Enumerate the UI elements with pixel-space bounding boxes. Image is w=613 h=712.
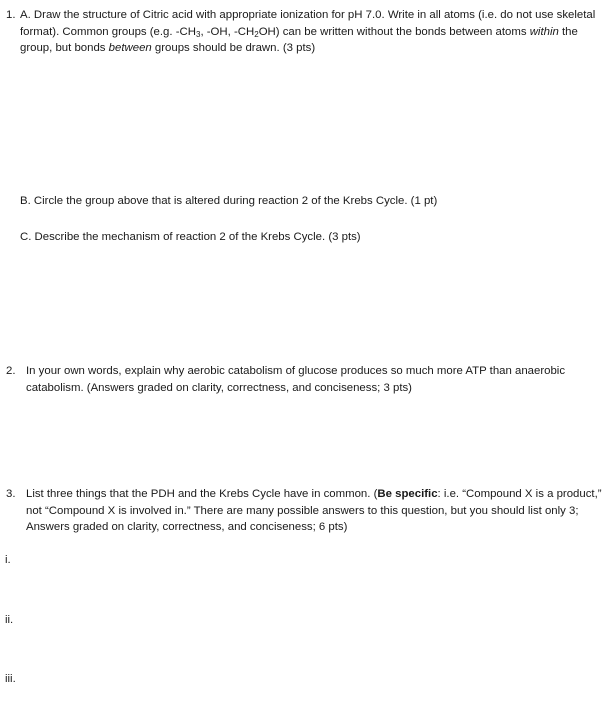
question-1-part-b: B. Circle the group above that is altered during reaction 2 of the Krebs Cycle. (1 pt) <box>20 195 438 207</box>
answer-label-ii: ii. <box>5 614 14 626</box>
emphasis-between: between <box>108 42 152 54</box>
question-1-a-text: A. Draw the structure of Citric acid with appropriate ionization for pH 7.0. Write in all atoms (i.e. do not use skeletal format). Common groups (e.g. $-CH_3$, -OH, $-CH_2OH$) can be written without the bonds between atoms within the group, but bonds between groups should be drawn. (3 pts) <box>20 9 596 54</box>
question-3-number: 3. <box>6 488 16 500</box>
answer-label-iii: iii. <box>5 673 16 685</box>
emphasis-within: within <box>529 25 559 38</box>
question-2 <box>6 363 586 396</box>
question-1-number: 1. <box>6 9 16 21</box>
question-3-text: List three things that the PDH and the Krebs Cycle have in common. (Be specific: i.e. “Compound X is a product,” not “Compound X is involved in.” There are many possible answers to this question, but you should list only 3; Answers graded on clarity, correctness, and conciseness; 6 pts) <box>26 488 602 533</box>
question-1-part-a <box>6 7 606 57</box>
question-3 <box>6 486 606 536</box>
emphasis-be-specific: Be specific <box>377 488 438 500</box>
answer-label-i: i. <box>5 554 11 566</box>
question-1-part-c: C. Describe the mechanism of reaction 2 of the Krebs Cycle. (3 pts) <box>20 231 361 243</box>
question-2-number: 2. <box>6 365 16 377</box>
question-2-text: In your own words, explain why aerobic catabolism of glucose produces so much more ATP than anaerobic catabolism. (Answers graded on clarity, correctness, and conciseness; 3 pts) <box>26 365 566 394</box>
